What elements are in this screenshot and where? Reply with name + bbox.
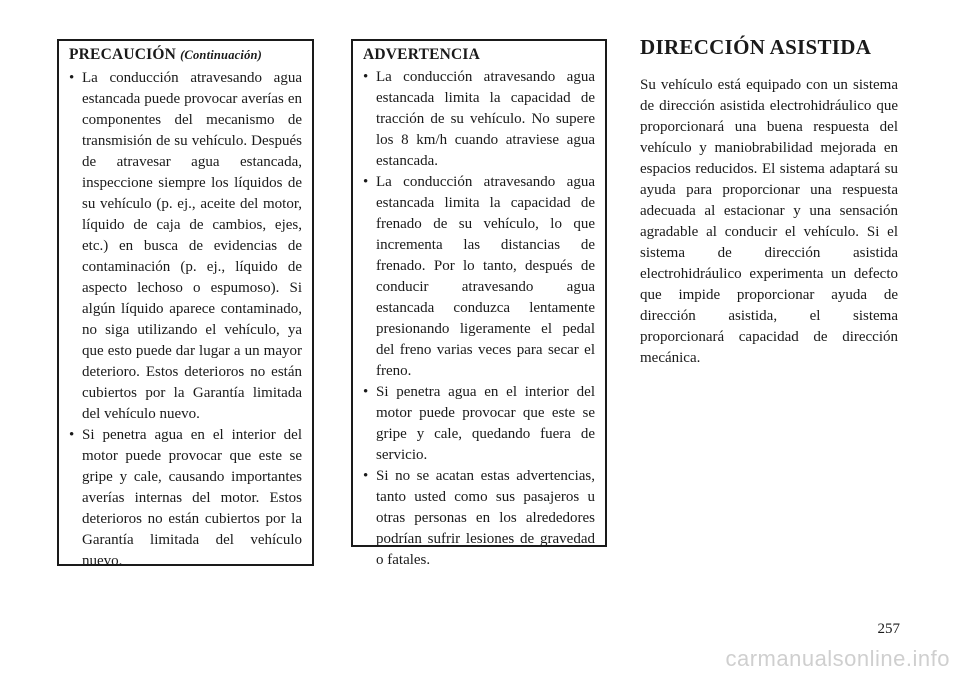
section-body: Su vehículo está equipado con un sistema de dirección asistida electrohidráulico que proporcionará una buena respuesta del vehículo y maniobrabilidad mejorada en espacios reducidos. El sistema adaptará su ayuda para proporcionar una respuesta adecuada al estacionar y una sensación agradable al conducir el vehículo. Si el sistema de dirección asistida electrohidráulico experimenta un defecto que impide proporcionar ayuda de dirección asistida, el sistema proporcionará capacidad de dirección mecánica. xyxy=(640,77,898,366)
precaution-item: • Si penetra agua en el interior del motor puede provocar que este se gripe y cale, causando importantes averías internas del motor. Estos deterioros no están cubiertos por la Garantía limitada del vehículo nuevo. xyxy=(69,425,302,572)
warning-title: ADVERTENCIA xyxy=(363,46,481,63)
warning-item: • La conducción atravesando agua estancada limita la capacidad de frenado de su vehículo, lo que incrementa las distancias de frenado. Por lo tanto, después de conducir atravesando agua estancada conduzca lentamente presionando ligeramente el pedal del freno varias veces para secar el freno. xyxy=(363,172,595,382)
warning-list xyxy=(363,67,595,571)
warning-item: • La conducción atravesando agua estancada limita la capacidad de tracción de su vehículo. No supere los 8 km/h cuando atraviese agua estancada. xyxy=(363,67,595,172)
precaution-item: • La conducción atravesando agua estancada puede provocar averías en componentes del mecanismo de transmisión de su vehículo. Después de atravesar agua estancada, inspeccione siempre los líquidos de su vehículo (p. ej., aceite del motor, líquido de caja de cambios, ejes, etc.) en busca de evidencias de contaminación (p. ej., líquido de aspecto lechoso o espumoso). Si algún líquido aparece contaminado, no siga utilizando el vehículo, ya que esto puede dar lugar a un mayor deterioro. Estos deterioros no están cubiertos por la Garantía limitada del vehículo nuevo. xyxy=(69,68,302,425)
warning-item: • Si penetra agua en el interior del motor puede provocar que este se gripe y cale, quedando fuera de servicio. xyxy=(363,382,595,466)
watermark: carmanualsonline.info xyxy=(725,646,950,671)
precaution-continuation: (Continuación) xyxy=(180,48,263,62)
warning-box xyxy=(351,39,607,568)
warning-item: • Si no se acatan estas advertencias, tanto usted como sus pasajeros u otras personas en los alrededores podrían sufrir lesiones de gravedad o fatales. xyxy=(363,466,595,571)
precaution-box xyxy=(57,39,314,569)
power-steering-section xyxy=(640,33,898,369)
page-number: 257 xyxy=(877,621,900,637)
precaution-list xyxy=(69,68,302,572)
section-title: DIRECCIÓN ASISTIDA xyxy=(640,35,872,59)
precaution-heading xyxy=(69,44,302,66)
precaution-title: PRECAUCIÓN xyxy=(69,46,177,63)
